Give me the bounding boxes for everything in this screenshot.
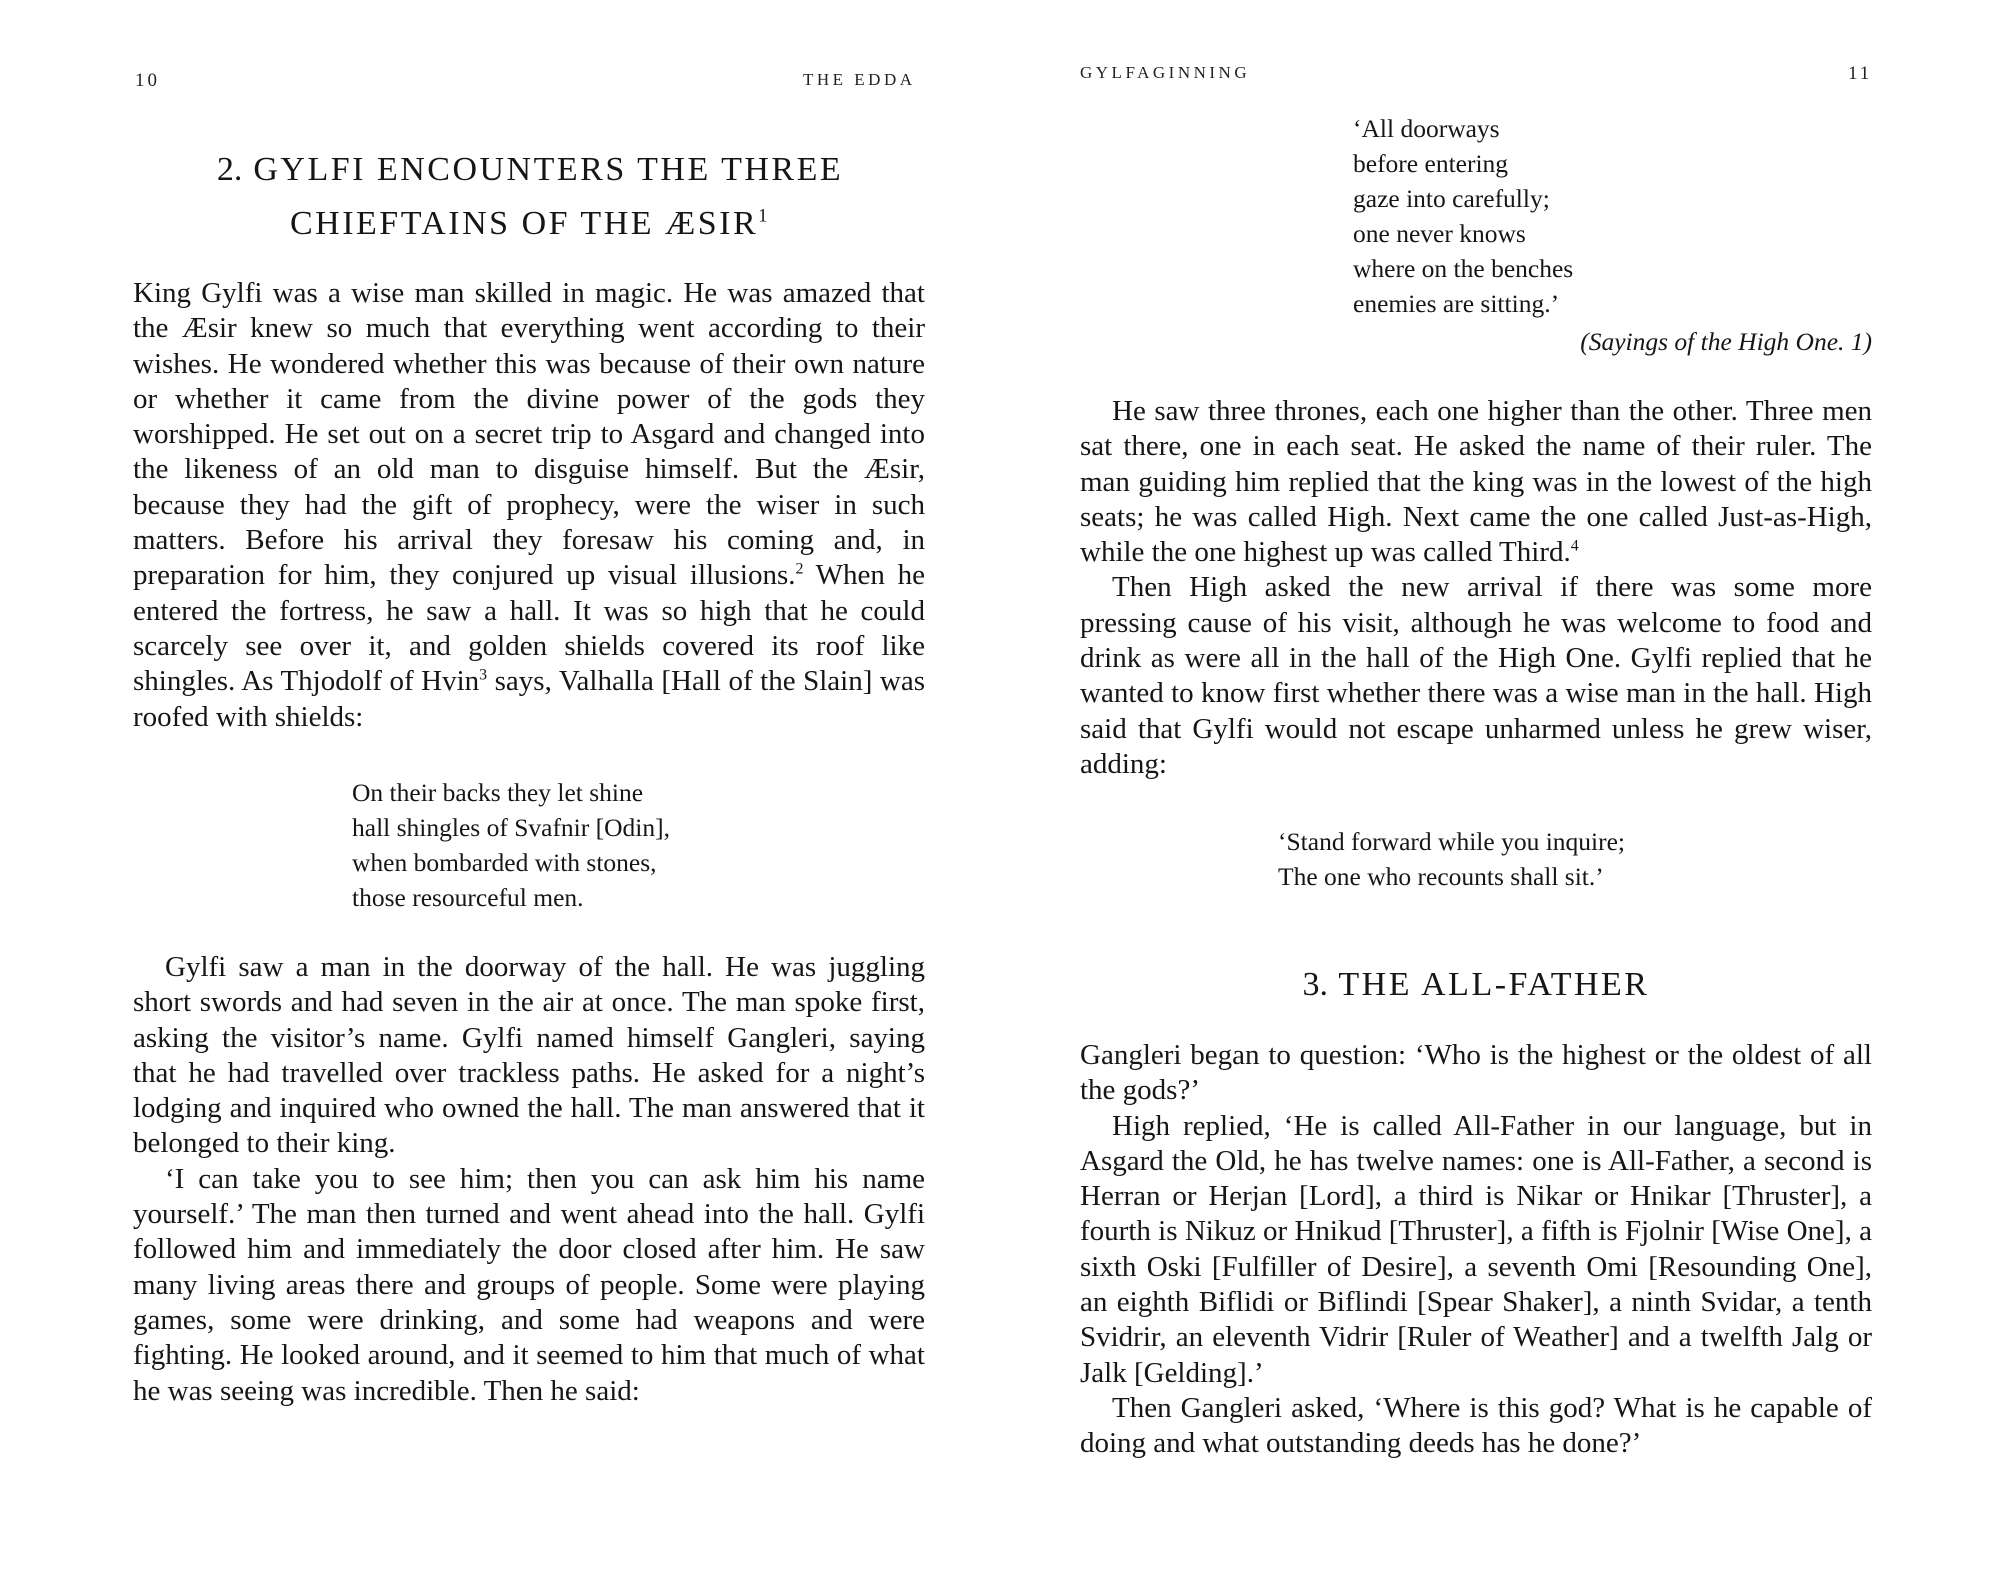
verse-line: hall shingles of Svafnir [Odin], <box>352 813 670 842</box>
left-paragraphs-2-3 <box>133 950 925 1409</box>
chapter-2-title-line1: GYLFI ENCOUNTERS THE THREE <box>253 151 844 188</box>
right-paragraphs-1-2 <box>1080 394 1872 782</box>
left-paragraph-2: Gylfi saw a man in the doorway of the hall. He was juggling short swords and had seven in the air at once. The man spoke first, asking the visitor’s name. Gylfi named himself Gangleri, saying that he had travelled over trackless paths. He asked for a night’s lodging and inquired who owned the hall. The man answered that it belonged to their king. <box>133 951 925 1160</box>
right-verse-stand-forward <box>1278 824 1625 894</box>
verse-line: gaze into carefully; <box>1353 184 1550 213</box>
verse-line: before entering <box>1353 149 1509 178</box>
left-paragraph-3: ‘I can take you to see him; then you can ask him his name yourself.’ The man then turned and went ahead into the hall. Gylfi followed him and immediately the door closed after him. He saw many living areas there and groups of people. Some were playing games, some were drinking, and some had weapons and were fighting. He looked around, and it seemed to him that much of what he was seeing was incredible. Then he said: <box>133 1162 925 1407</box>
footnote-marker-3: 3 <box>479 666 488 684</box>
chapter-3-title <box>1080 958 1872 1012</box>
right-verse-doorways <box>1353 111 1573 321</box>
page-number-right: 11 <box>1848 63 1873 84</box>
right-paragraphs-3-5 <box>1080 1038 1872 1462</box>
left-paragraph-1-text-a: King Gylfi was a wise man skilled in magic. He was amazed that the Æsir knew so much that everything went according to their wishes. He wondered whether this was because of their own nature or whether it came from the divine power of the gods they worshipped. He set out on a secret trip to Asgard and changed into the likeness of an old man to disguise himself. But the Æsir, because they had the gift of prophecy, were the wiser in such matters. Before his arrival they foresaw his coming and, in preparation for him, they conjured up visual illusions. <box>133 277 925 592</box>
left-verse-shields <box>352 775 670 915</box>
left-paragraph-1 <box>133 276 925 735</box>
running-head-left: THE EDDA <box>803 70 916 89</box>
right-paragraph-5: Then Gangleri asked, ‘Where is this god? What is he capable of doing and what outstanding deeds has he done?’ <box>1080 1391 1872 1460</box>
right-page <box>1000 0 2000 1581</box>
left-paragraph-1-text-b: When he entered the fortress, he saw a hall. It was so high that he could scarcely see over it, and golden shields covered its roof like shingles. As Thjodolf of Hvin <box>133 559 926 698</box>
verse-line: On their backs they let shine <box>352 778 644 807</box>
verse-line: ‘Stand forward while you inquire; <box>1278 827 1626 856</box>
verse-line: when bombarded with stones, <box>352 848 657 877</box>
chapter-2-number: 2. <box>216 151 243 188</box>
right-paragraph-2: Then High asked the new arrival if there was some more pressing cause of his visit, although he was welcome to food and drink as were all in the hall of the High One. Gylfi replied that he wanted to know first whether there was a wise man in the hall. High said that Gylfi would not escape unharmed unless he grew wiser, adding: <box>1080 571 1872 780</box>
right-paragraph-3: Gangleri began to question: ‘Who is the highest or the oldest of all the gods?’ <box>1080 1039 1872 1107</box>
verse-line: where on the benches <box>1353 254 1574 283</box>
footnote-marker-1: 1 <box>758 205 771 227</box>
footnote-marker-2: 2 <box>795 560 804 578</box>
chapter-3-number: 3. <box>1302 966 1329 1003</box>
left-paragraph-1-text-c: says, Valhalla [Hall of the Slain] was roofed with shields: <box>133 665 925 733</box>
right-paragraph-1 <box>1080 394 1872 570</box>
page-number-left: 10 <box>135 70 160 91</box>
running-head-right: GYLFAGINNING <box>1080 63 1251 82</box>
verse-line: ‘All doorways <box>1353 114 1500 143</box>
verse-line: enemies are sitting.’ <box>1353 289 1560 318</box>
right-paragraph-4: High replied, ‘He is called All-Father in our language, but in Asgard the Old, he has twelve names: one is All-Father, a second is Herran or Herjan [Lord], a third is Nikar or Hnikar [Thruster], a fourth is Nikuz or Hnikud [Thruster], a fifth is Fjolnir [Wise One], a sixth Oski [Fulfiller of Desire], a seventh Omi [Resounding One], an eighth Biflidi or Biflindi [Spear Shaker], a ninth Svidar, a tenth Svidrir, an eleventh Vidrir [Ruler of Weather] and a twelfth Jalg or Jalk [Gelding].’ <box>1080 1109 1872 1389</box>
verse-line: The one who recounts shall sit.’ <box>1278 862 1604 891</box>
chapter-2-title <box>135 143 925 251</box>
verse-line: one never knows <box>1353 219 1526 248</box>
chapter-3-title-text: THE ALL-FATHER <box>1338 966 1650 1003</box>
footnote-marker-4: 4 <box>1570 537 1579 555</box>
chapter-2-title-line2: CHIEFTAINS OF THE ÆSIR <box>289 205 759 242</box>
verse-line: those resourceful men. <box>352 883 584 912</box>
right-paragraph-1-text: He saw three thrones, each one higher than the other. Three men sat there, one in each seat. He asked the name of their ruler. The man guiding him replied that the king was in the lowest of the high seats; he was called High. Next came the one called Just-as-High, while the one highest up was called Third. <box>1080 395 1872 569</box>
verse-source-citation: (Sayings of the High One. 1) <box>1580 327 1872 356</box>
